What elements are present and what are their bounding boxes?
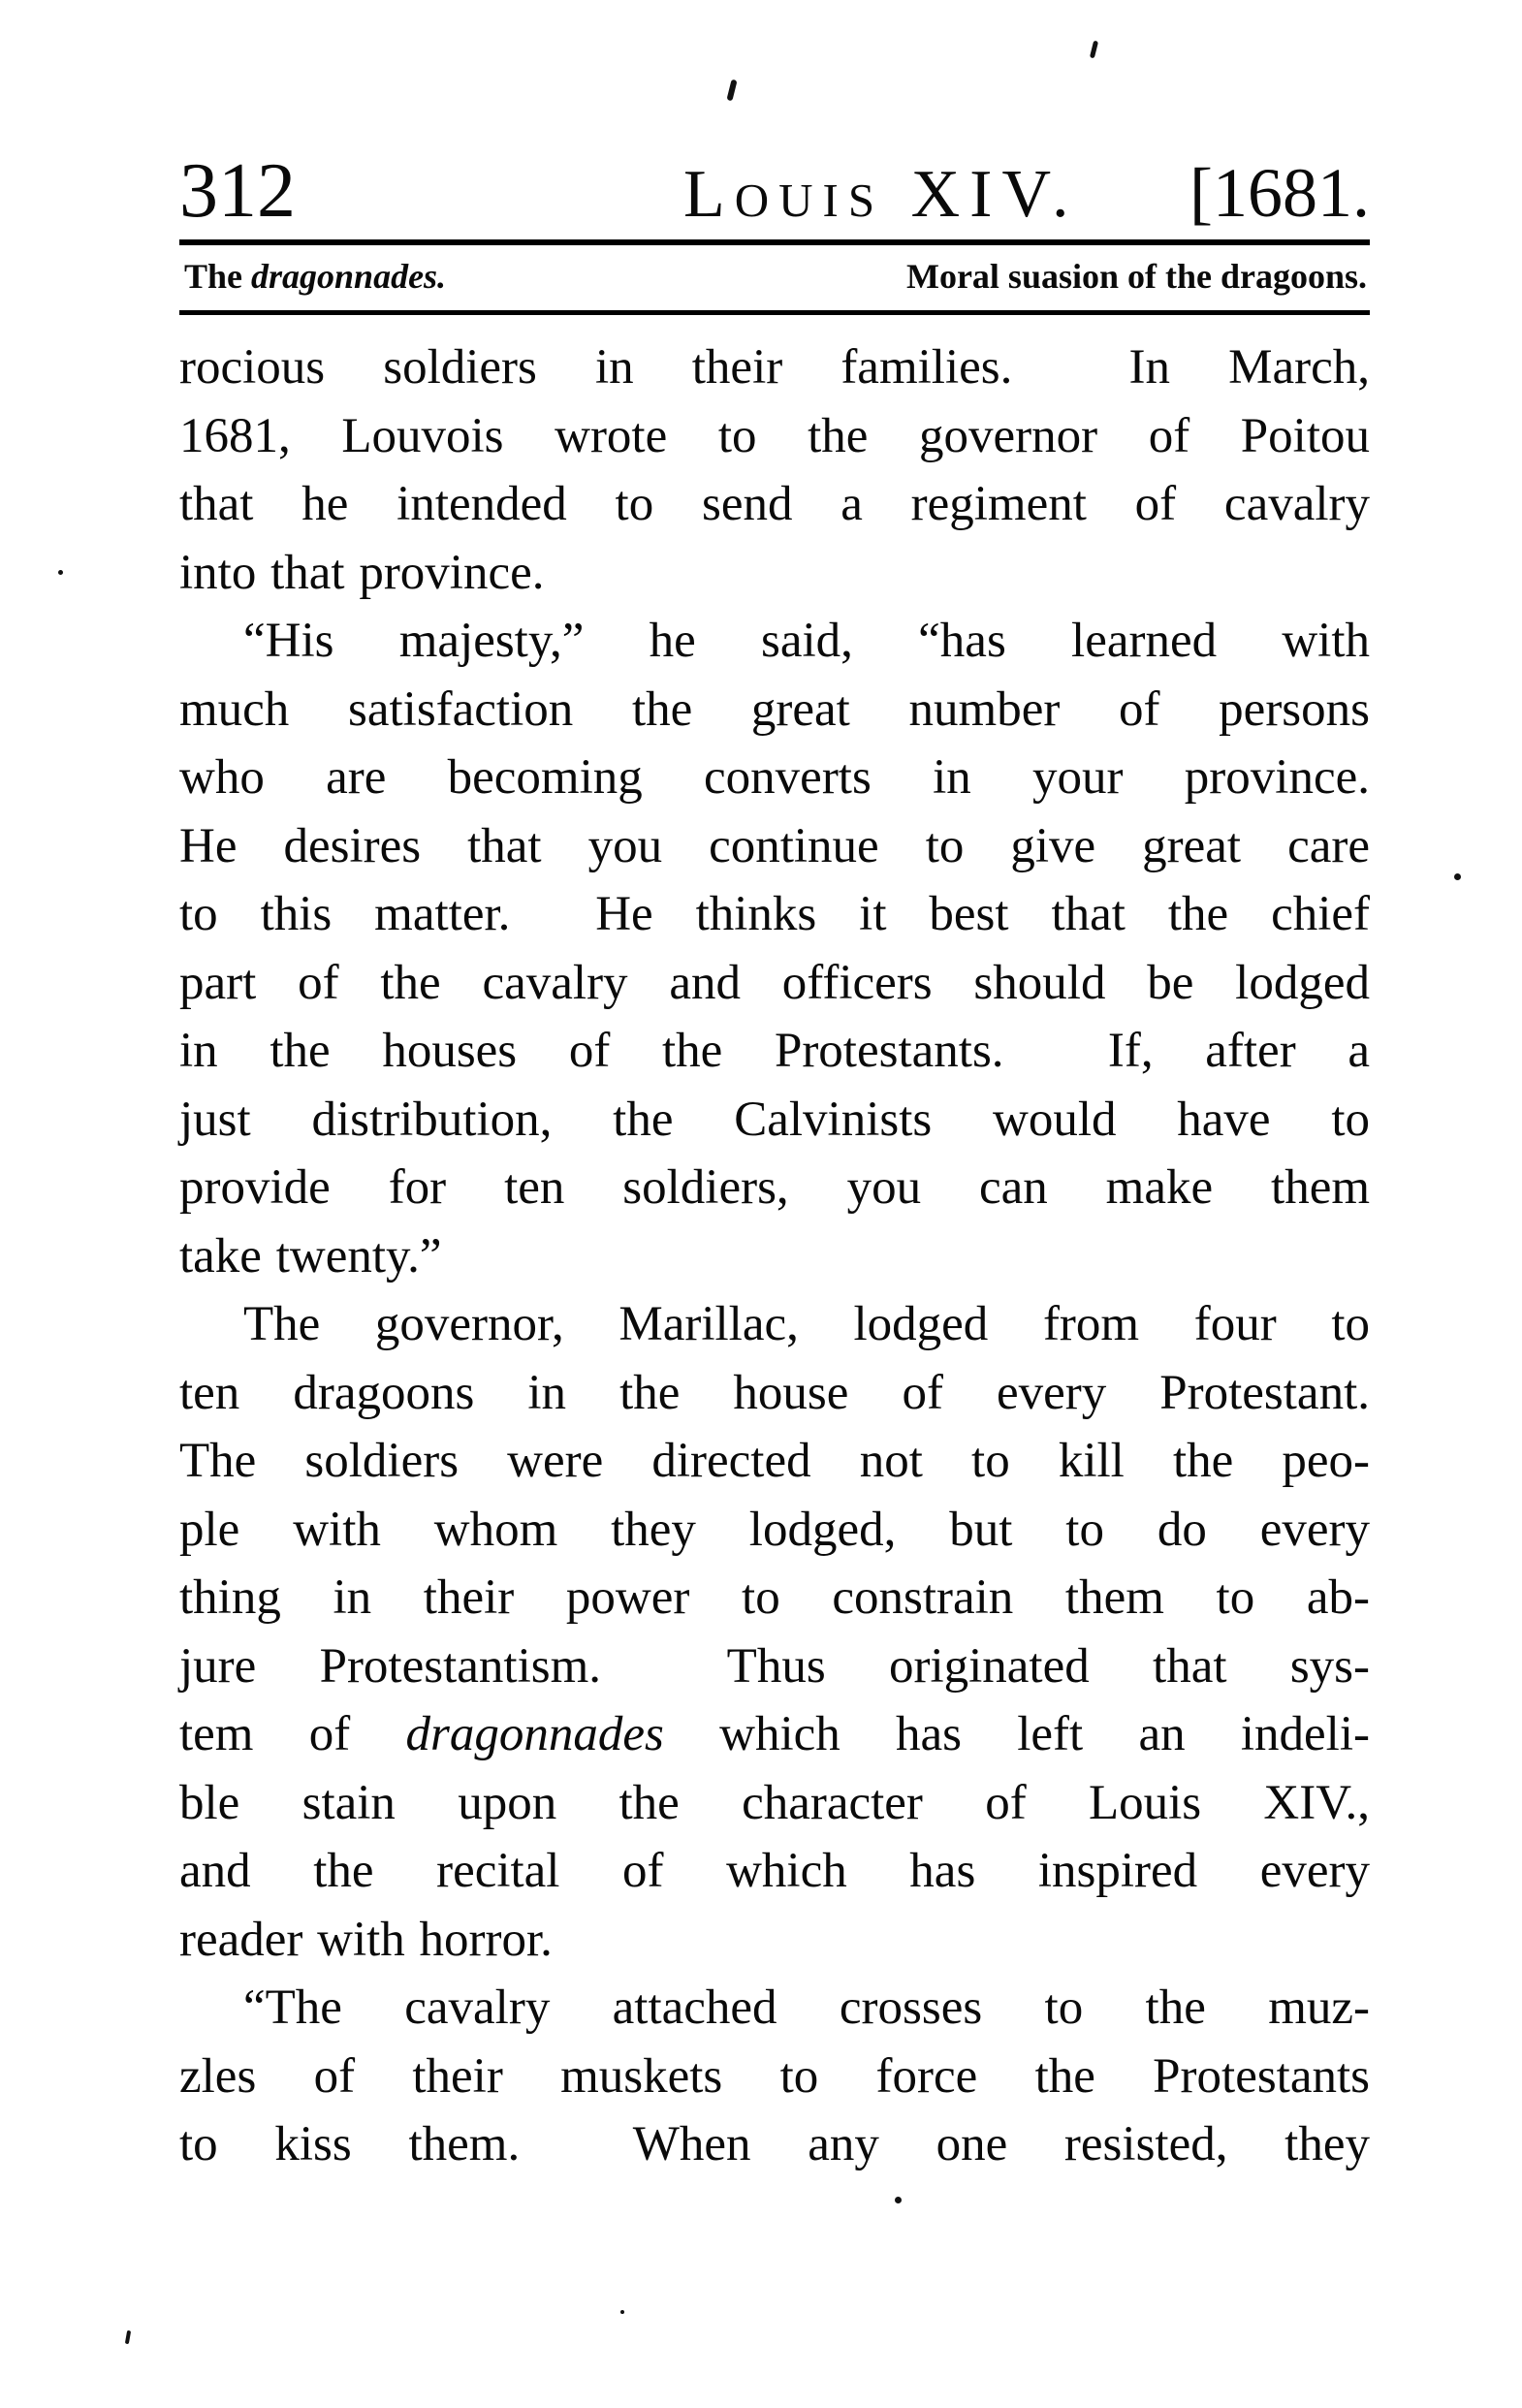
scan-speck <box>726 79 737 102</box>
running-head-right: Moral suasion of the dragoons. <box>905 257 1367 296</box>
body-text <box>179 333 1370 2179</box>
text-line: provide for ten soldiers, you can make them <box>179 1160 1370 1215</box>
scan-speck <box>1454 873 1461 880</box>
scan-speck <box>58 570 63 575</box>
paragraph <box>179 1290 1370 1974</box>
bottom-rule <box>179 310 1370 315</box>
text-line: ple with whom they lodged, but to do every <box>179 1502 1370 1557</box>
paragraph <box>179 333 1370 607</box>
page-number: 312 <box>179 148 296 234</box>
text-line: “His majesty,” he said, “has learned with <box>243 614 1370 668</box>
text-line: zles of their muskets to force the Protestants <box>179 2048 1370 2104</box>
top-rule <box>179 239 1370 245</box>
text-line: jure Protestantism. Thus originated that sys- <box>179 1638 1370 1694</box>
text-line: and the recital of which has inspired every <box>179 1844 1370 1898</box>
running-heads <box>184 256 1367 297</box>
header-title: Louis XIV. <box>683 157 1079 232</box>
page-header <box>179 147 1370 236</box>
text-line: much satisfaction the great number of persons <box>179 681 1370 737</box>
scan-speck <box>1090 41 1098 59</box>
text-line: The soldiers were directed not to kill the peo- <box>179 1434 1370 1488</box>
text-line: just distribution, the Calvinists would have to <box>179 1092 1370 1147</box>
text-line: that he intended to send a regiment of cavalry <box>179 477 1370 531</box>
scan-speck <box>620 2310 624 2314</box>
text-line: to kiss them. When any one resisted, they <box>179 2117 1370 2171</box>
scan-speck <box>125 2330 131 2344</box>
header-year: [1681. <box>1189 154 1370 232</box>
text-line: “The cavalry attached crosses to the muz- <box>243 1980 1370 2035</box>
text-line: rocious soldiers in their families. In March, <box>179 340 1370 395</box>
text-line: take twenty.” <box>179 1228 442 1283</box>
text-line: in the houses of the Protestants. If, after a <box>179 1024 1370 1078</box>
text-line: tem of dragonnades which has left an indeli- <box>179 1707 1371 1761</box>
text-line: ten dragoons in the house of every Protestant. <box>179 1365 1370 1420</box>
scan-speck <box>895 2197 902 2203</box>
text-line: reader with horror. <box>179 1912 553 1967</box>
text-line: to this matter. He thinks it best that the chief <box>179 887 1370 941</box>
paragraph <box>179 1974 1370 2179</box>
text-line: He desires that you continue to give great care <box>179 818 1370 873</box>
text-line: into that province. <box>179 545 545 600</box>
text-line: part of the cavalry and officers should be lodged <box>179 955 1370 1010</box>
paragraph <box>179 607 1370 1290</box>
text-line: who are becoming converts in your province. <box>179 750 1370 805</box>
text-line: The governor, Marillac, lodged from four to <box>243 1297 1370 1351</box>
text-line: thing in their power to constrain them to ab- <box>179 1570 1370 1625</box>
text-line: ble stain upon the character of Louis XIV., <box>179 1775 1370 1830</box>
running-head-left: The dragonnades. <box>184 257 447 296</box>
text-line: 1681, Louvois wrote to the governor of Poitou <box>179 408 1370 463</box>
